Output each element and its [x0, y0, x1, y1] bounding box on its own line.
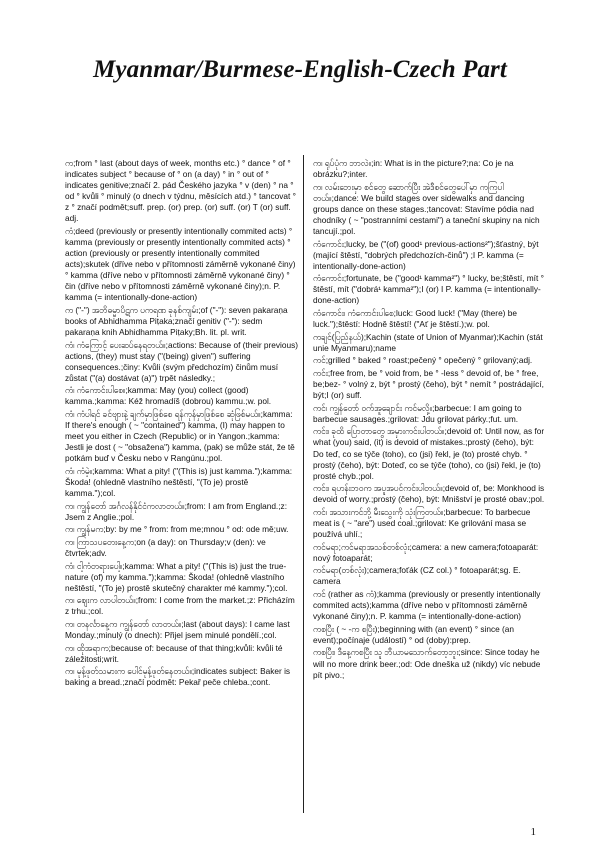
dictionary-entry: ကံကောင်း၊ ကံကောင်းပါစေ;luck: Good luck! ("May (there) be luck.");štěstí: Hodně štěstí! ("Ať je štěstí.);w. pol. [313, 307, 517, 330]
dictionary-entry: ကစပြီး ( ~ -က စပြီး);beginning with (an event) ° since (an event);počínaje (událostí) ° od (doby):prep. [313, 623, 514, 645]
dictionary-entry: ကံ၊ ကံကြောင့် ပေးဆပ်နေရတယ်။;actions: Because of (their previous) actions, (they) must stay ("(being) given") suffering consequences.;činy: Kvůli (svým předchozím) činům musí zůstat ("(a) dostávat (a)") trpět následky.; [65, 339, 298, 383]
dictionary-entry: ကချင်(ပြည်နယ်);Kachin (state of Union of Myanmar);Kachin (stát unie Myanmaru);name [313, 331, 543, 353]
dictionary-entry: က;from ° last (about days of week, months etc.) ° dance ° of ° indicates subject ° because of ° on (a day) ° in ° out of ° indicates genitive;značí 2. pád Českého jazyka ° v (den) ° na ° od ° kvůli ° minulý (o dnech v týdnu, měsících atd.) ° tancovat ° z ° značí podmět;suff. prep. (or) prep. (or) suff. (or) T (or) suff. adj. [65, 158, 296, 224]
dictionary-entry: က၊ မုန့်ဖုတ်သမားက ပေါင်မုန့်ဖုတ်နေတယ်။;indicates subject: Baker is baking a bread.;značí podmět: Pekař peče chleba.;cont. [65, 666, 291, 688]
dictionary-entry: ကင်း;free from, be ° void from, be ° -less ° devoid of, be ° free, be;bez- ° volný z, být ° prostý (čeho), být ° nemít ° postrádající, být;I (or) suff. [313, 368, 544, 401]
dictionary-entry: က၊ ကျွန်တော် အင်္ဂလန်နိုင်ငံကလာတယ်။;from: I am from England.;z: Jsem z Anglie.;pol. [65, 500, 287, 522]
dictionary-entry: က ("-") အဘိဓမ္မာပိဋက ပကရဏ ခုနစ်ကျမ်း;of ("-"): seven pakaraṇa books of Abhidhamma Piṭaka;značí genitiv ("-"): sedm pakaraṇa knih Abhidhamma Piṭaky;Bh. lit. pl. writ. [65, 304, 288, 337]
dictionary-entry: က၊ စျေးက လာပါတယ်။;from: I come from the market.;z: Přicházím z trhu.;col. [65, 595, 295, 617]
dictionary-entry: ကံကောင်း;fortunate, be ("good¹ kamma²") ° lucky, be;štěstí, mít ° štěstí, mít ("dobrá¹ kamma²");I (or) I P. kamma (= intentionally-done-action) [313, 273, 544, 306]
dictionary-entry: က၊ ကြာသပတေးနေ့က;on (a day): on Thursday;v (den): ve čtvrtek;adv. [65, 536, 266, 558]
right-column [313, 158, 546, 810]
dictionary-entry: ကံ၊ ငါ့ကံတရားပေါ့။;kamma: What a pity! ("(This is) just the true-nature (of) my kamma.");kamma: Škoda! (ohledně vlastního neštěstí, "(To je) prostě skutečný charakter mé kammy.");col. [65, 560, 288, 593]
dictionary-entry: ကံ၊ ကံပါရင် ခင်ဗျားနဲ့ ချက်မှာဖြစ်စေ ရန်ကုန်မှာဖြစ်စေ ဆုံဖြစ်မယ်။;kamma: If there's enough ( ~ "contained") kamma, (I) may happen to meet you either in Czech (Republic) or in Yangon.;kamma: Jestli je dost ( ~ "obsažena") kamma, (pak) se může stát, že tě potkám buď v Česku nebo v Rangúnu.;pol. [65, 409, 295, 464]
dictionary-entry: ကံကောင်း;lucky, be ("(of) good¹ previous-actions²");šťastný, být (mající štěstí, "dobrých předchozích-činů") ;I P. kamma (= intentionally-done-action) [313, 238, 539, 271]
dictionary-entry: ကင်း၊ ရဟန်းဘဝက အပူအပင်ကင်းပါတယ်။;devoid of, be: Monkhood is devoid of worry.;prostý (čeho), být: Mnišství je prosté obav.;pol. [313, 483, 545, 505]
dictionary-entry: က၊ ကျွန်မက;by: by me ° from: from me;mnou ° od: ode mě;uw. [65, 524, 289, 535]
dictionary-entry: က၊ ထိုအရာက;because of: because of that thing;kvůli: kvůli té záležitosti;writ. [65, 642, 283, 664]
dictionary-entry: ကင် (rather as ကံ);kamma (previously or presently intentionally commited acts);kamma (dříve nebo v přítomnosti záměrně vykonané činy);n. P. kamma (= intentionally-done-action) [313, 589, 541, 622]
dictionary-entry: ကင်မရာ;ကင်မရာအသစ်တစ်လုံး;camera: a new camera;fotoaparát: nový fotoaparát; [313, 541, 539, 563]
dictionary-entry: ကံ၊ ကံကောင်းပါစေ။;kamma: May (you) collect (good) kamma.;kamma: Kéž hromadíš (dobrou) kammu.;w. pol. [65, 385, 272, 407]
dictionary-entry: ကင်၊ ကျွန်တော် ဝက်အူချောင်း ကင်မလို့။;barbecue: I am going to barbecue sausages.;grilovat: Jdu grilovat párky.;fut. um. [313, 402, 522, 424]
dictionary-entry: က၊ လမ်းဘေးမှာ စင်တွေ ဆောက်ပြီး အဲဒီစင်တွေပေါ်မှာ ကကြပါတယ်။;dance: We build stages over sidewalks and dancing groups dance on these stages.;tancovat: Stavíme pódia nad chodníky ( ~ "postranními cestami") a taneční skupiny na nich tancují.;pol. [313, 181, 540, 236]
dictionary-entry: ကင်မရာ(တစ်လုံး);camera;foťák (CZ col.) ° fotoaparát;sg. E. camera [313, 565, 521, 587]
column-divider [303, 155, 304, 813]
dictionary-entry: ကံ၊ ကံမဲ့။;kamma: What a pity! ("(This is) just kamma.");kamma: Škoda! (ohledně vlastního neštěstí, "(To je) prostě kamma.");col. [65, 465, 293, 498]
dictionary-entry: ကံ;deed (previously or presently intentionally commited acts) ° kamma (previously or presently intentionally commited acts) ° action (previously or presently intentionally commited acts);skutek (dříve nebo v přítomnosti záměrně vykonané činy) ° kamma (dříve nebo v přítomnosti záměrně vykonané činy) ° čin (dříve nebo v přítomnosti záměrně vykonané činy);n. P. kamma (= intentionally-done-action) [65, 225, 296, 303]
dictionary-entry: ကစပြီး၊ ဒီနေ့ကစပြီး သူ ဘီယာမသောက်တော့ဘူး;since: Since today he will no more drink beer.;od: Ode dneška už (nikdy) víc nebude pít pivo.; [313, 647, 541, 680]
page-title: Myanmar/Burmese-English-Czech Part [93, 56, 507, 83]
dictionary-entry: က၊ ရုပ်ပုံက ဘာလဲ။;in: What is in the picture?;na: Co je na obrázku?;inter. [313, 158, 514, 180]
dictionary-entry: က၊ တနင်္လာနေ့က ကျွန်တော် လာတယ်။;last (about days): I came last Monday.;minulý (o dnech): Přijel jsem minulé pondělí.;col. [65, 619, 290, 641]
dictionary-entry: ကင်၊ အသားကင်ဘို့ မီးသွေးကို သုံးကြတယ်။;barbecue: To barbecue meat is ( ~ "are") used coal.;grilovat: Ke grilování masa se používá uhlí.; [313, 506, 531, 540]
left-column [65, 158, 298, 810]
dictionary-entry: ကင်;grilled ° baked ° roast;pečený ° opečený ° grilovaný;adj. [313, 355, 533, 366]
dictionary-entry: ကင်း၊ ခုထိ ပြောတာတွေ အမှားကင်းပါတယ်။;devoid of: Until now, as for what (you) said, (it) is devoid of mistakes.;prostý (čeho), být: Do teď, co se týče (toho), co (jsi) řekl, je (to) prosté chyb. ° prostý (čeho), být: Doteď, co se týče (toho), co (jsi) řekl, je (to) prosté chyb.;pol. [313, 426, 545, 481]
page-number: 1 [530, 826, 536, 838]
